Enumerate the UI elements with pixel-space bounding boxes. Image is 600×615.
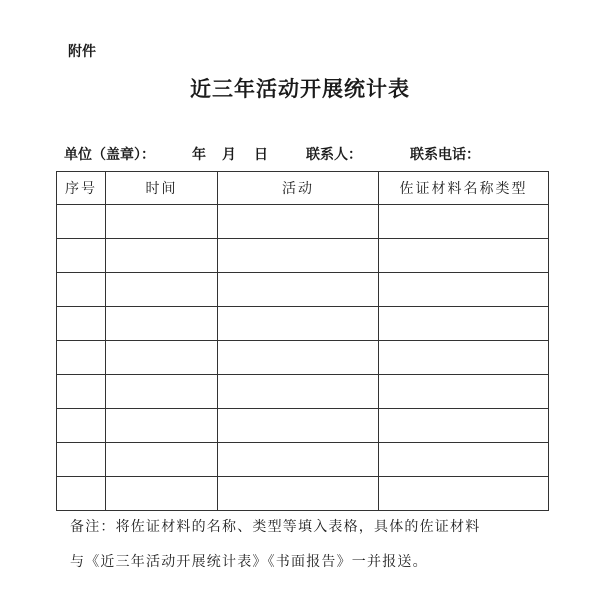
table-cell[interactable]	[57, 273, 106, 307]
column-header-time: 时间	[106, 172, 218, 205]
table-cell[interactable]	[218, 205, 379, 239]
note-line-1: 备注：将佐证材料的名称、类型等填入表格，具体的佐证材料	[70, 519, 481, 535]
year-label: 年	[192, 147, 206, 163]
table-row	[57, 341, 549, 375]
table-cell[interactable]	[218, 307, 379, 341]
table-cell[interactable]	[57, 443, 106, 477]
day-label: 日	[254, 147, 268, 163]
table-row	[57, 375, 549, 409]
table-cell[interactable]	[106, 273, 218, 307]
table-cell[interactable]	[379, 341, 549, 375]
table-cell[interactable]	[379, 205, 549, 239]
column-header-serial: 序号	[57, 172, 106, 205]
table-cell[interactable]	[57, 205, 106, 239]
table-cell[interactable]	[218, 409, 379, 443]
phone-label: 联系电话：	[410, 147, 480, 163]
unit-label: 单位（盖章）：	[64, 147, 155, 163]
table-cell[interactable]	[106, 307, 218, 341]
stats-table	[56, 171, 549, 511]
table-cell[interactable]	[106, 205, 218, 239]
table-cell[interactable]	[218, 273, 379, 307]
table-row	[57, 409, 549, 443]
table-cell[interactable]	[106, 239, 218, 273]
table-cell[interactable]	[57, 239, 106, 273]
table-cell[interactable]	[218, 239, 379, 273]
attachment-label: 附件	[68, 44, 96, 60]
table-cell[interactable]	[218, 443, 379, 477]
table-row	[57, 273, 549, 307]
table-row	[57, 205, 549, 239]
table-cell[interactable]	[106, 409, 218, 443]
table-row	[57, 443, 549, 477]
table-cell[interactable]	[218, 341, 379, 375]
table-cell[interactable]	[106, 443, 218, 477]
note-line-2: 与《近三年活动开展统计表》《书面报告》一并报送。	[70, 554, 428, 570]
column-header-activity: 活动	[218, 172, 379, 205]
table-body	[57, 205, 549, 511]
table-cell[interactable]	[379, 443, 549, 477]
table-cell[interactable]	[57, 477, 106, 511]
table-row	[57, 307, 549, 341]
table-cell[interactable]	[379, 273, 549, 307]
table-row	[57, 477, 549, 511]
table-cell[interactable]	[218, 477, 379, 511]
table-cell[interactable]	[379, 409, 549, 443]
table-cell[interactable]	[57, 375, 106, 409]
column-header-evidence: 佐证材料名称类型	[379, 172, 549, 205]
table-row	[57, 239, 549, 273]
contact-label: 联系人：	[306, 147, 362, 163]
table-cell[interactable]	[57, 409, 106, 443]
table-header-row	[57, 172, 549, 205]
table-cell[interactable]	[218, 375, 379, 409]
table-cell[interactable]	[106, 477, 218, 511]
table-cell[interactable]	[379, 307, 549, 341]
table-cell[interactable]	[379, 239, 549, 273]
table-cell[interactable]	[57, 341, 106, 375]
table-cell[interactable]	[379, 375, 549, 409]
table-cell[interactable]	[57, 307, 106, 341]
table-cell[interactable]	[106, 375, 218, 409]
table-cell[interactable]	[106, 341, 218, 375]
month-label: 月	[222, 147, 236, 163]
table-cell[interactable]	[379, 477, 549, 511]
page-title: 近三年活动开展统计表	[190, 77, 410, 101]
